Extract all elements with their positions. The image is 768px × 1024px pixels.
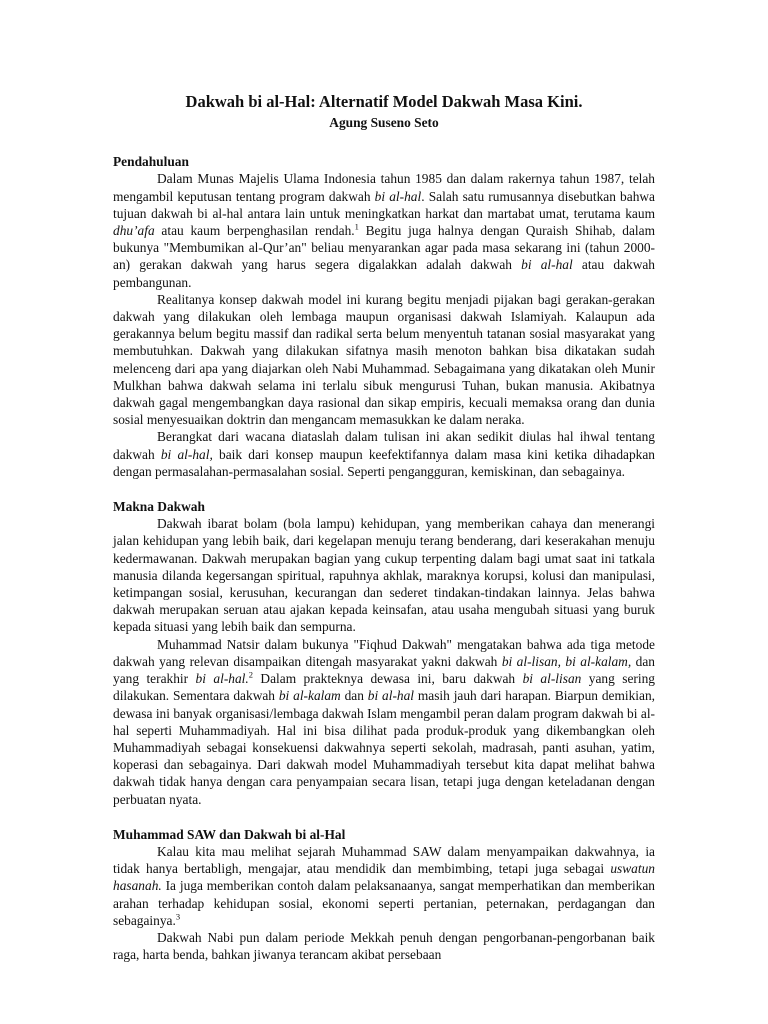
- paragraph: [113, 291, 655, 429]
- paragraph: [113, 929, 655, 963]
- document-author: Agung Suseno Seto: [329, 115, 439, 130]
- document-page: [113, 92, 655, 963]
- italic-term: bi al-hal: [367, 688, 415, 704]
- document-body: [113, 153, 655, 963]
- text-run: atau dakwah pembangunan.: [113, 257, 656, 290]
- footnote-marker: 3: [175, 911, 181, 922]
- italic-term: dhu’afa: [113, 223, 155, 239]
- text-run: Dalam prakteknya dewasa ini, baru dakwah: [252, 671, 523, 687]
- text-run: masih jauh dari harapan. Biarpun demikian, dewasa ini banyak organisasi/lembaga dakwah Islam mengambil peran dalam program dakwah bi al-hal seperti Muhammadiyah. Hal ini bisa dilihat pada produk-produk yang dikembangkan oleh Muhammadiyah sebagai konsekuensi dakwahnya seperti sekolah, madrasah, panti asuhan, yatim, koperasi dan sebagainya. Dari dakwah model Muhammadiyah tersebut kita dapat melihat bahwa dakwah tidak hanya dengan cara penyampaian secara lisan, tetapi juga dengan keteladanan dengan perbuatan nyata.: [113, 688, 655, 807]
- italic-term: bi al-hal: [374, 188, 422, 204]
- italic-term: bi al-hal.: [195, 671, 249, 687]
- document-title: Dakwah bi al-Hal: Alternatif Model Dakwah Masa Kini.: [185, 92, 583, 111]
- italic-term: bi al-hal,: [160, 446, 213, 462]
- text-run: . Salah satu rumusannya disebutkan bahwa tujuan dakwah bi al-hal antara lain untuk meningkatkan harkat dan martabat umat, terutama kaum: [113, 188, 655, 221]
- text-run: Ia juga memberikan contoh dalam pelaksanaanya, sangat memperhatikan dan memberikan arahan terhadap kehidupan sosial, ekonomi seperti pertanian, peternakan, perdagangan dan sebagainya.: [113, 878, 655, 928]
- text-run: Begitu juga halnya dengan Quraish Shihab, dalam bukunya "Membumikan al-Qur’an" beliau menyarankan agar pada masa sekarang ini (tahun 2000-an) gerakan dakwah yang harus segera digalakkan adalah dakwah: [113, 223, 655, 273]
- text-run: yang sering dilakukan. Sementara dakwah: [113, 671, 655, 704]
- section-heading: Muhammad SAW dan Dakwah bi al-Hal: [113, 826, 346, 842]
- paragraph: [113, 515, 655, 635]
- section: [113, 826, 655, 964]
- section-heading: Makna Dakwah: [113, 499, 205, 515]
- footnote-marker: 2: [248, 669, 253, 680]
- paragraph: [113, 428, 655, 480]
- text-run: Muhammad Natsir dalam bukunya "Fiqhud Dakwah" mengatakan bahwa ada tiga metode dakwah yang relevan disampaikan ditengah masyarakat yakni dakwah: [113, 636, 655, 669]
- footnote-marker: 1: [354, 221, 359, 232]
- paragraph: [113, 843, 655, 929]
- text-run: Dakwah Nabi pun dalam periode Mekkah penuh dengan pengorbanan-pengorbanan baik raga, harta benda, bahkan jiwanya terancam akibat persebaan: [113, 929, 655, 963]
- text-run: Dakwah ibarat bolam (bola lampu) kehidupan, yang memberikan cahaya dan menerangi jalan kehidupan yang lebih baik, dari kegelapan menuju terang benderang, dari keserakahan menuju kedermawanan. Dakwah merupakan bagian yang cukup terpenting dalam bagi umat saat ini tatkala manusia dilanda kegersangan spiritual, rapuhnya akhlak, maraknya korupsi, kolusi dan manipulasi, ketimpangan sosial, kerusuhan, kecurangan dan sederet tindakan-tindakan lainnya. Jelas bahwa dakwah merupakan seruan atau ajakan kepada keinsafan, atau usaha mengubah situasi yang buruk kepada situasi yang lebih baik dan sempurna.: [113, 516, 655, 635]
- text-run: Kalau kita mau melihat sejarah Muhammad SAW dalam menyampaikan dakwahnya, ia tidak hanya bertabligh, mengajar, atau mendidik dan membimbing, tetapi juga sebagai: [113, 843, 655, 877]
- text-run: Berangkat dari wacana diataslah dalam tulisan ini akan sedikit diulas hal ihwal tentang dakwah: [113, 429, 655, 462]
- italic-term: bi al-lisan, bi al-kalam,: [501, 653, 632, 669]
- italic-term: bi al-kalam: [278, 688, 341, 704]
- section: [113, 498, 655, 808]
- text-run: dan yang terakhir: [113, 653, 655, 687]
- italic-term: bi al-hal: [521, 257, 573, 273]
- text-run: Realitanya konsep dakwah model ini kurang begitu menjadi pijakan bagi gerakan-gerakan dakwah yang dilakukan oleh lembaga maupun organisasi dakwah Islamiyah. Kalaupun ada gerakannya belum begitu massif dan radikal serta belum menyentuh tatanan sosial masyarakat yang membutuhkan. Dakwah yang dilakukan sifatnya masih menoton bahkan bisa dikatakan sudah melenceng dari apa yang diajarkan oleh Nabi Muhammad. Sebagaimana yang dikatakan oleh Munir Mulkhan bahwa dakwah selama ini terlalu sibuk mengurusi Tuhan, bukan manusia. Akibatnya dakwah gagal mengembangkan daya rasional dan sikap empiris, kecuali memaksa orang dan dunia sosial menyesuaikan doktrin dan mengancam memasukkan ke dalam neraka.: [113, 291, 655, 428]
- text-run: baik dari konsep maupun keefektifannya dalam masa kini ketika dihadapkan dengan permasalahan-permasalahan sosial. Seperti pengangguran, kemiskinan, dan sebagainya.: [113, 446, 655, 479]
- text-run: Dalam Munas Majelis Ulama Indonesia tahun 1985 dan dalam rakernya tahun 1987, telah mengambil keputusan tentang program dakwah: [113, 171, 655, 204]
- section-heading: Pendahuluan: [113, 154, 189, 170]
- paragraph: [113, 636, 655, 808]
- text-run: dan: [340, 688, 368, 704]
- italic-term: bi al-lisan: [522, 671, 582, 687]
- section: [113, 153, 655, 480]
- text-run: atau kaum berpenghasilan rendah.: [154, 223, 355, 239]
- italic-term: uswatun hasanah.: [113, 861, 655, 894]
- paragraph: [113, 170, 655, 290]
